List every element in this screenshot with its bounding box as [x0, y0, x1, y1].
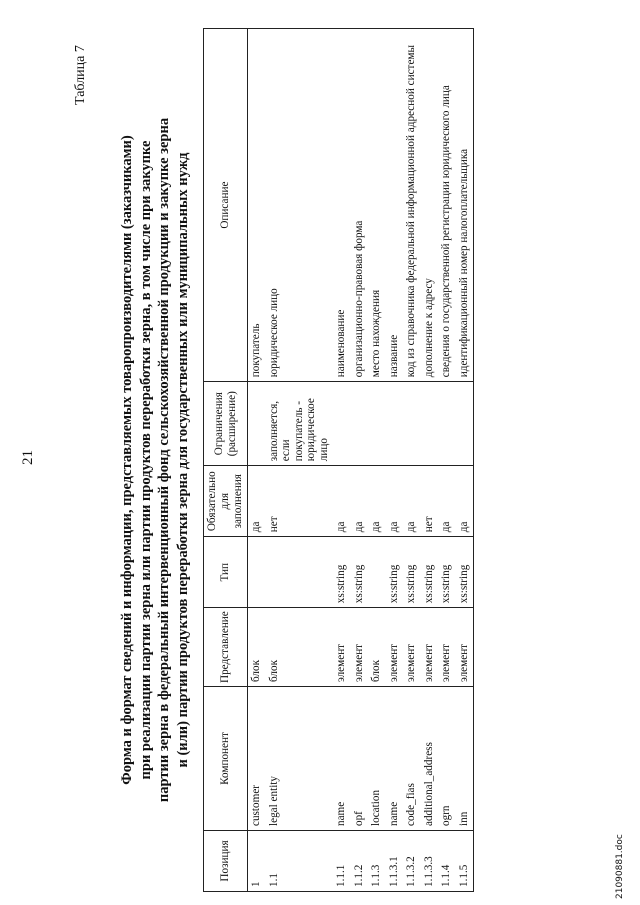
cell-representation: блок [368, 608, 386, 687]
cell-type: xs:string [403, 537, 421, 608]
page-number: 21 [20, 450, 36, 465]
table-row [456, 29, 474, 892]
footer-filename: 21090881.doc [615, 834, 625, 899]
cell-description: наименование [333, 29, 351, 382]
cell-component: name [333, 687, 351, 831]
cell-component: customer [248, 687, 266, 831]
table-row [351, 29, 369, 892]
cell-description: код из справочника федеральной информационной адресной системы [403, 29, 421, 382]
cell-required: да [438, 466, 456, 537]
header-component: Компонент [204, 687, 248, 831]
cell-description: название [386, 29, 404, 382]
cell-position: 1.1.5 [456, 831, 474, 892]
cell-description: дополнение к адресу [421, 29, 439, 382]
cell-description: покупатель [248, 29, 266, 382]
cell-restrictions [368, 382, 386, 466]
cell-component: code_fias [403, 687, 421, 831]
cell-required: да [333, 466, 351, 537]
cell-required: да [248, 466, 266, 537]
cell-description: место нахождения [368, 29, 386, 382]
cell-position: 1.1 [266, 831, 334, 892]
cell-component: opf [351, 687, 369, 831]
cell-required: нет [266, 466, 334, 537]
cell-component: legal entity [266, 687, 334, 831]
cell-position: 1.1.3.1 [386, 831, 404, 892]
cell-required: да [368, 466, 386, 537]
cell-required: да [456, 466, 474, 537]
cell-restrictions [386, 382, 404, 466]
cell-description: организационно-правовая форма [351, 29, 369, 382]
cell-component: ogrn [438, 687, 456, 831]
cell-representation: элемент [386, 608, 404, 687]
header-description: Описание [204, 29, 248, 382]
cell-representation: элемент [438, 608, 456, 687]
table-row [386, 29, 404, 892]
cell-position: 1.1.3.3 [421, 831, 439, 892]
cell-restrictions [333, 382, 351, 466]
table-row [421, 29, 439, 892]
caption-line: и (или) партии продуктов переработки зерна для государственных или муниципальных нужд [174, 152, 191, 768]
header-restrictions: Ограничения (расширение) [204, 382, 248, 466]
table-row [403, 29, 421, 892]
cell-required: да [403, 466, 421, 537]
caption-line: при реализации партии зерна или партии продуктов переработки зерна, в том числе при закупке [137, 140, 154, 780]
cell-type: xs:string [456, 537, 474, 608]
cell-restrictions [421, 382, 439, 466]
cell-type [266, 537, 334, 608]
cell-component: additional_address [421, 687, 439, 831]
data-table [203, 28, 474, 892]
cell-component: location [368, 687, 386, 831]
cell-restrictions [248, 382, 266, 466]
cell-type [368, 537, 386, 608]
cell-position: 1.1.1 [333, 831, 351, 892]
cell-required: нет [421, 466, 439, 537]
cell-restrictions [438, 382, 456, 466]
table-row [368, 29, 386, 892]
cell-representation: элемент [351, 608, 369, 687]
header-representation: Представление [204, 608, 248, 687]
cell-description: идентификационный номер налогоплательщика [456, 29, 474, 382]
caption-line: Форма и формат сведений и информации, представляемых товаропроизводителями (заказчиками) [119, 135, 135, 785]
cell-representation: элемент [456, 608, 474, 687]
cell-representation: блок [248, 608, 266, 687]
cell-position: 1.1.3.2 [403, 831, 421, 892]
cell-representation: элемент [421, 608, 439, 687]
cell-position: 1 [248, 831, 266, 892]
cell-position: 1.1.3 [368, 831, 386, 892]
cell-position: 1.1.4 [438, 831, 456, 892]
cell-restrictions [403, 382, 421, 466]
cell-representation: блок [266, 608, 334, 687]
cell-restrictions: заполняется, если покупатель - юридическое лицо [266, 382, 334, 466]
cell-component: name [386, 687, 404, 831]
table-row [266, 29, 334, 892]
cell-type: xs:string [333, 537, 351, 608]
caption-line: партии зерна в федеральный интервенционный фонд сельскохозяйственной продукции и закупке зерна [156, 117, 172, 803]
cell-type [248, 537, 266, 608]
table-label: Таблица 7 [73, 45, 88, 105]
cell-representation: элемент [403, 608, 421, 687]
table-row [333, 29, 351, 892]
cell-type: xs:string [386, 537, 404, 608]
cell-required: да [351, 466, 369, 537]
cell-description: сведения о государственной регистрации юридического лица [438, 29, 456, 382]
cell-description: юридическое лицо [266, 29, 334, 382]
header-required: Обязательно для заполнения [204, 466, 248, 537]
cell-type: xs:string [351, 537, 369, 608]
cell-required: да [386, 466, 404, 537]
table-row [248, 29, 266, 892]
table-body [248, 29, 474, 892]
header-type: Тип [204, 537, 248, 608]
table-row [438, 29, 456, 892]
cell-restrictions [351, 382, 369, 466]
cell-type: xs:string [421, 537, 439, 608]
header-position: Позиция [204, 831, 248, 892]
cell-restrictions [456, 382, 474, 466]
cell-representation: элемент [333, 608, 351, 687]
table-header-row [204, 29, 248, 892]
cell-position: 1.1.2 [351, 831, 369, 892]
table-caption [118, 115, 192, 805]
cell-component: inn [456, 687, 474, 831]
cell-type: xs:string [438, 537, 456, 608]
